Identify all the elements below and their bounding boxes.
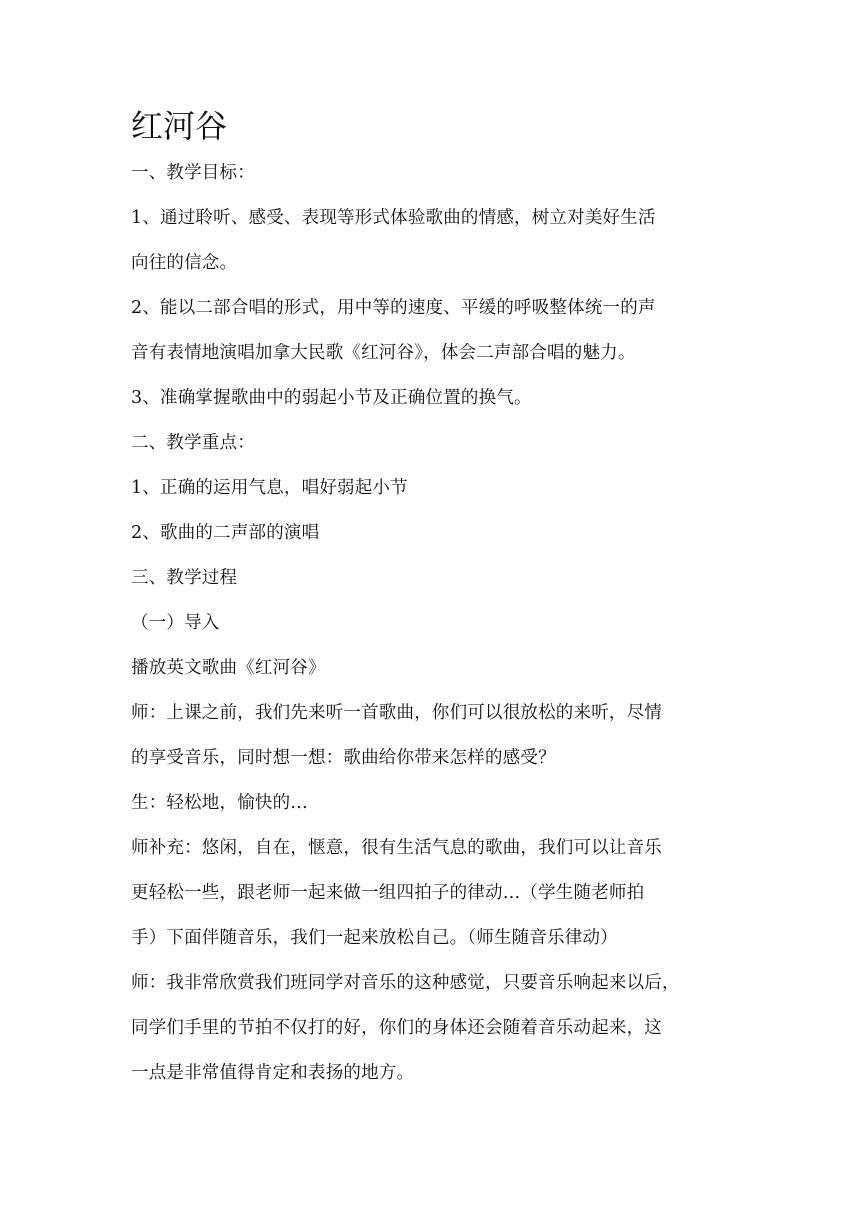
paragraph-line: 音有表情地演唱加拿大民歌《红河谷》，体会二声部合唱的魅力。 [131,343,636,363]
paragraph-line: 同学们手里的节拍不仅打的好，你们的身体还会随着音乐动起来，这 [131,1018,662,1038]
paragraph-line: 手）下面伴随音乐，我们一起来放松自己。（师生随音乐律动） [131,928,618,948]
paragraph-line: 生：轻松地，愉快的… [131,793,308,813]
paragraph-line: 2、歌曲的二声部的演唱 [131,523,320,543]
subheading-introduction: （一）导入 [131,613,220,633]
paragraph-line: 师：我非常欣赏我们班同学对音乐的这种感觉，只要音乐响起来以后， [131,973,680,993]
paragraph-line: 一点是非常值得肯定和表扬的地方。 [131,1063,415,1083]
paragraph-line: 更轻松一些，跟老师一起来做一组四拍子的律动…（学生随老师拍 [131,883,645,903]
paragraph-line: 1、正确的运用气息，唱好弱起小节 [131,478,408,498]
paragraph-line: 2、能以二部合唱的形式，用中等的速度、平缓的呼吸整体统一的声 [131,298,656,318]
heading-teaching-focus: 二、教学重点： [131,433,255,453]
paragraph-line: 1、通过聆听、感受、表现等形式体验歌曲的情感，树立对美好生活 [131,208,656,228]
heading-teaching-goals: 一、教学目标： [131,163,255,183]
heading-teaching-process: 三、教学过程 [131,568,238,588]
paragraph-line: 3、准确掌握歌曲中的弱起小节及正确位置的换气。 [131,388,532,408]
paragraph-line: 的享受音乐，同时想一想：歌曲给你带来怎样的感受？ [131,748,556,768]
paragraph-line: 师补充：悠闲，自在，惬意，很有生活气息的歌曲，我们可以让音乐 [131,838,662,858]
paragraph-line: 播放英文歌曲《红河谷》 [131,658,326,678]
paragraph-line: 向往的信念。 [131,253,238,273]
paragraph-line: 师：上课之前，我们先来听一首歌曲，你们可以很放松的来听，尽情 [131,703,662,723]
document-title: 红河谷 [131,107,228,145]
